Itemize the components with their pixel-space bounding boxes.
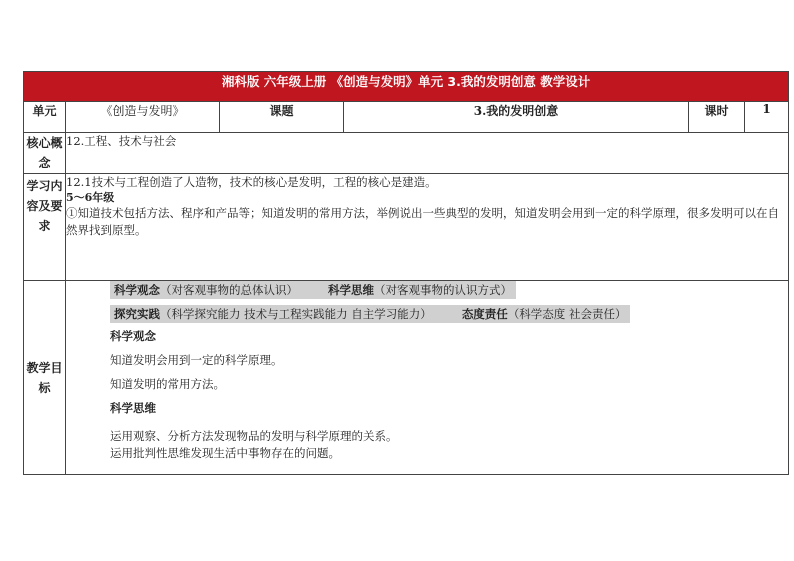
lesson-plan-table — [23, 71, 789, 475]
requirements-line-1: 12.1技术与工程创造了人造物，技术的核心是发明，工程的核心是建造。 — [66, 175, 437, 189]
section-science-concept-item-1: 知道发明会用到一定的科学原理。 — [110, 353, 283, 367]
requirements-line-2: ①知道技术包括方法、程序和产品等；知道发明的常用方法，举例说出一些典型的发明，知道发明会用到一定的科学原理，很多发明可以在自然界找到原型。 — [66, 206, 779, 237]
core-concept-value: 12.工程、技术与社会 — [66, 133, 789, 174]
objectives-highlight-1 — [110, 281, 516, 299]
objectives-label: 教学目标 — [24, 281, 66, 475]
hl-science-thinking-note: （对客观事物的认识方式） — [374, 283, 512, 297]
hl-science-concept: 科学观念 — [114, 283, 160, 297]
unit-label: 单元 — [24, 102, 66, 133]
core-concept-label: 核心概念 — [24, 133, 66, 174]
grade-range: 5～6年级 — [66, 191, 115, 204]
section-science-concept-item-2: 知道发明的常用方法。 — [110, 377, 225, 391]
objectives-highlight-2 — [110, 305, 630, 323]
unit-value: 《创造与发明》 — [66, 102, 220, 133]
page-title: 湘科版 六年级上册 《创造与发明》单元 3.我的发明创意 教学设计 — [24, 72, 789, 102]
topic-value: 3.我的发明创意 — [344, 102, 689, 133]
hl-inquiry-practice-note: （科学探究能力 技术与工程实践能力 自主学习能力） — [160, 307, 432, 321]
section-science-concept-title: 科学观念 — [110, 329, 156, 343]
hl-inquiry-practice: 探究实践 — [114, 307, 160, 321]
hl-attitude-responsibility-note: （科学态度 社会责任） — [507, 307, 627, 321]
requirements-content — [66, 174, 789, 281]
period-label: 课时 — [689, 102, 745, 133]
requirements-label: 学习内容及要求 — [24, 174, 66, 281]
topic-label: 课题 — [220, 102, 344, 133]
hl-science-thinking: 科学思维 — [328, 283, 374, 297]
hl-attitude-responsibility: 态度责任 — [461, 307, 508, 321]
section-science-thinking-item-2: 运用批判性思维发现生活中事物存在的问题。 — [110, 446, 340, 460]
section-science-thinking-item-1: 运用观察、分析方法发现物品的发明与科学原理的关系。 — [110, 429, 398, 443]
objectives-content — [66, 281, 789, 475]
period-value: 1 — [745, 102, 789, 133]
section-science-thinking-title: 科学思维 — [110, 401, 156, 415]
hl-science-concept-note: （对客观事物的总体认识） — [160, 283, 298, 297]
